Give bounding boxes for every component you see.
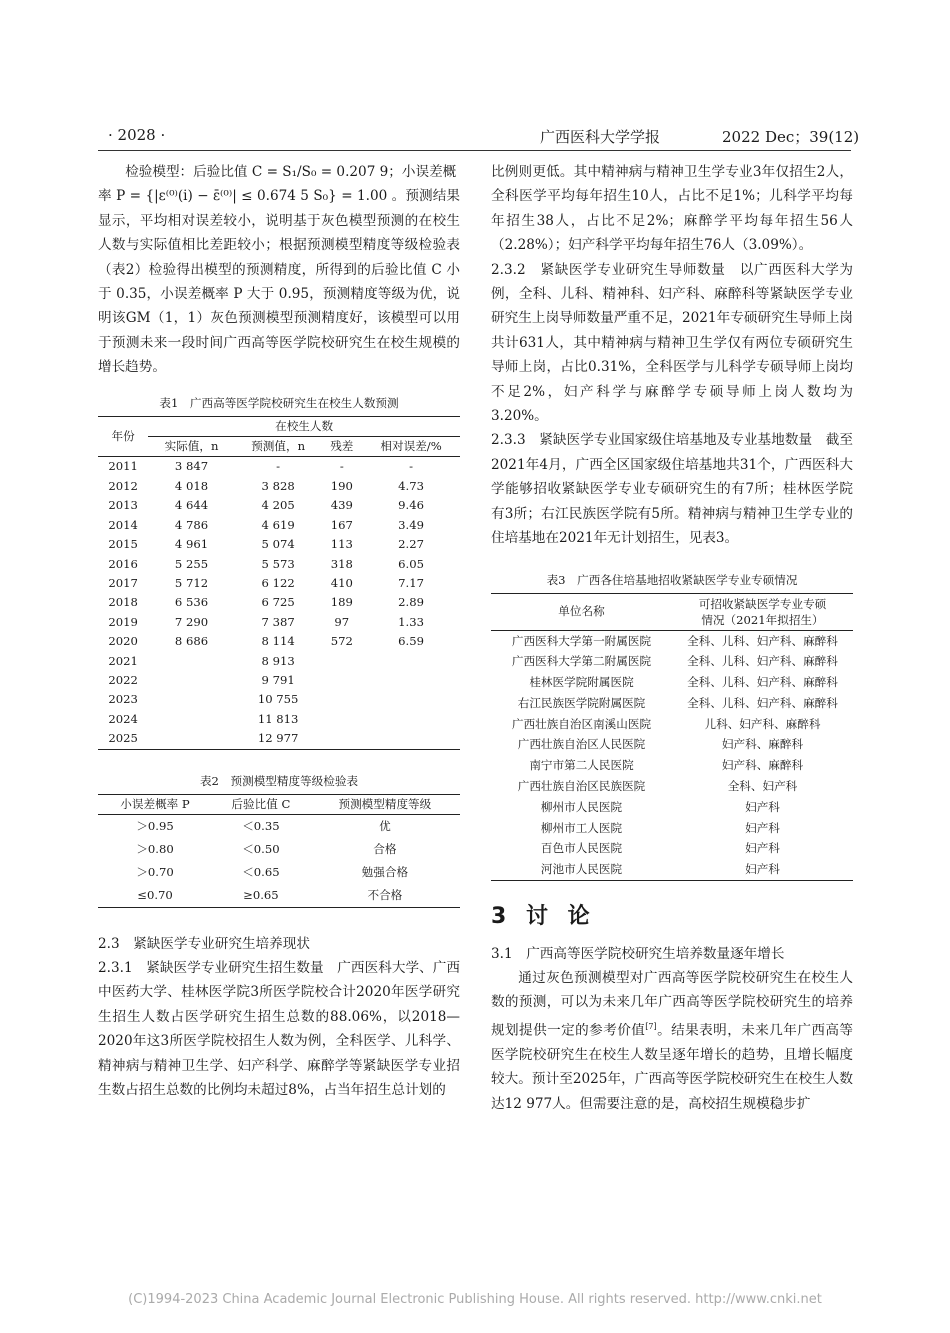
table-cell: 2020 xyxy=(108,634,138,649)
table-cell: 优 xyxy=(379,818,391,833)
table-cell: 12 977 xyxy=(257,731,299,746)
paragraph-3-1: 通过灰色预测模型对广西高等医学院校研究生在校生人数的预测，可以为未来几年广西高等医学院校研究生的培养规划提供一定的参考价值[7]。结果表明，未来几年广西高等医学院校研究生在校生人数呈逐年增长的趋势，且增长幅度较大。预计至2025年，广西高等医学院校研究生在校生人数达12 977人。但需要注意的是，高校招生规模稳步扩 xyxy=(491,970,854,1112)
table-row xyxy=(98,652,460,671)
reference-7[interactable]: [7] xyxy=(645,1021,657,1031)
table-cell xyxy=(148,710,235,729)
table-cell: 全科、妇产科 xyxy=(727,779,798,794)
table-cell: 2023 xyxy=(108,692,138,707)
table-cell xyxy=(321,690,362,709)
section-2-3-3 xyxy=(491,428,853,550)
table-cell: 4 644 xyxy=(174,498,209,513)
formula-line-1: 检验模型：后验比值 C = S₁/S₀ = 0.207 9；小误差概 xyxy=(125,164,457,180)
left-column xyxy=(98,160,460,1102)
table-cell: 2018 xyxy=(108,595,138,610)
table-cell: 百色市人民医院 xyxy=(540,841,623,856)
section-2-3-1 xyxy=(98,956,460,1102)
table-cell: 5 074 xyxy=(261,537,295,552)
table-cell: 广西壮族自治区南溪山医院 xyxy=(511,716,652,731)
table-cell: 2015 xyxy=(108,537,138,552)
table-cell: 167 xyxy=(330,517,353,532)
table-cell: - xyxy=(339,459,344,474)
table-cell: 全科、儿科、妇产科、麻醉科 xyxy=(687,654,838,669)
table-cell: 3 847 xyxy=(174,459,209,474)
table-cell: 97 xyxy=(334,614,350,629)
table-row xyxy=(491,630,853,651)
table-cell: 6 536 xyxy=(174,595,209,610)
table-cell: 勉强合格 xyxy=(361,864,409,879)
heading-2-3-1: 2.3.1 紧缺医学专业研究生招生数量 xyxy=(98,959,324,976)
table-cell: 318 xyxy=(330,556,353,571)
table-cell: 7 387 xyxy=(261,614,295,629)
table-cell xyxy=(362,710,460,729)
table-cell: 全科、儿科、妇产科、麻醉科 xyxy=(687,675,838,690)
table-cell: 2017 xyxy=(108,575,138,590)
table-cell: 妇产科 xyxy=(745,820,780,835)
table-cell: 6.59 xyxy=(398,634,424,649)
table-cell: 4 018 xyxy=(174,478,209,493)
table-row xyxy=(98,814,460,838)
table-cell: 2.89 xyxy=(398,595,424,610)
journal-issue: 2022 Dec；39(12) xyxy=(722,128,860,146)
table-cell: 右江民族医学院附属医院 xyxy=(517,695,646,710)
table1 xyxy=(98,416,460,750)
table-cell: 8 686 xyxy=(174,634,209,649)
heading-2-3-3: 2.3.3 紧缺医学专业国家级住培基地及专业基地数量 xyxy=(491,432,813,449)
table-row xyxy=(491,859,853,880)
table-cell: 6 122 xyxy=(261,575,295,590)
table-row xyxy=(98,861,460,884)
table3-col-status: 可招收紧缺医学专业专硕 情况（2021年拟招生） xyxy=(698,596,827,627)
table-row xyxy=(491,714,853,735)
table-cell: 全科、儿科、妇产科、麻醉科 xyxy=(687,695,838,710)
table1-col-header: 相对误差/% xyxy=(380,439,442,454)
table-cell: ≤0.70 xyxy=(137,887,173,902)
table-cell: 6 725 xyxy=(261,595,295,610)
table-row xyxy=(491,672,853,693)
heading-3-1: 3.1 广西高等医学院校研究生培养数量逐年增长 xyxy=(491,946,785,963)
copyright-footer: (C)1994-2023 China Academic Journal Electronic Publishing House. All rights reserved. http://www.cnki.net xyxy=(128,1292,822,1307)
table-cell: 妇产科、麻醉科 xyxy=(721,758,804,773)
table-cell: 2025 xyxy=(108,731,138,746)
table-cell: 4.73 xyxy=(398,478,424,493)
table-cell: 2024 xyxy=(108,711,138,726)
table-cell: 7 290 xyxy=(174,614,209,629)
table-cell xyxy=(321,671,362,690)
table-cell: ＜0.50 xyxy=(242,841,280,856)
table-row xyxy=(98,838,460,861)
table-cell: 410 xyxy=(330,575,353,590)
table-cell: 1.33 xyxy=(398,614,424,629)
table-cell: 河池市人民医院 xyxy=(540,862,623,877)
table-cell: 190 xyxy=(330,478,353,493)
table-cell: 柳州市人民医院 xyxy=(540,799,623,814)
right-column xyxy=(491,160,853,1116)
table-row xyxy=(491,693,853,714)
table-cell: 5 712 xyxy=(174,575,209,590)
table-row xyxy=(491,755,853,776)
table-row xyxy=(98,884,460,908)
table-cell: 合格 xyxy=(373,841,397,856)
table-cell: 广西壮族自治区民族医院 xyxy=(517,779,646,794)
table-cell: 8 913 xyxy=(261,653,295,668)
table-cell: ＜0.65 xyxy=(242,864,280,879)
table-row xyxy=(491,651,853,672)
table-cell: 2014 xyxy=(108,517,138,532)
table-cell: 2.27 xyxy=(398,537,424,552)
table-cell: 5 255 xyxy=(174,556,209,571)
table-cell: 9.46 xyxy=(398,498,424,513)
table-cell: 8 114 xyxy=(261,634,295,649)
table-cell: 全科、儿科、妇产科、麻醉科 xyxy=(687,633,838,648)
table-cell: 儿科、妇产科、麻醉科 xyxy=(704,716,821,731)
table-cell: 不合格 xyxy=(367,887,403,902)
table-cell: 广西医科大学第一附属医院 xyxy=(511,633,652,648)
table-row xyxy=(98,690,460,709)
table-row xyxy=(491,797,853,818)
table-cell: 广西壮族自治区人民医院 xyxy=(517,737,646,752)
table-cell xyxy=(362,652,460,671)
table-row xyxy=(98,555,460,574)
table-cell: 189 xyxy=(330,595,353,610)
table-cell xyxy=(148,729,235,749)
table-row xyxy=(98,710,460,729)
table1-col-year: 年份 xyxy=(98,416,148,457)
paragraph-2-3-2: 以广西医科大学为例，全科、儿科、精神科、妇产科、麻醉科等紧缺医学专业研究生上岗导师数量严重不足，2021年专硕研究生导师上岗共计631人，其中精神病与精神卫生学仅有两位专硕研究生导师上岗，占比0.31%，全科医学与儿科学专硕导师上岗均不足2%，妇产科学与麻醉学专硕导师上岗人数均为3.20%。 xyxy=(491,261,854,425)
table-cell: 7.17 xyxy=(398,575,424,590)
table-row xyxy=(98,593,460,612)
table-row xyxy=(491,734,853,755)
table1-col-header: 预测值，n xyxy=(251,439,306,454)
table-cell: 439 xyxy=(330,498,353,513)
table-row xyxy=(491,838,853,859)
table-cell xyxy=(321,710,362,729)
page-number: · 2028 · xyxy=(108,126,166,144)
table-cell xyxy=(321,729,362,749)
table-cell: 6.05 xyxy=(398,556,424,571)
paragraph-continued: 比例则更低。其中精神病与精神卫生学专业3年仅招生2人，全科医学平均每年招生10人，占比不足1%；儿科学平均每年招生38人，占比不足2%；麻醉学平均每年招生56人（2.28%）；妇产科学平均每年招生76人（3.09%）。 xyxy=(491,164,853,254)
table-cell: 4 619 xyxy=(261,517,295,532)
table-cell xyxy=(362,671,460,690)
heading-2-3: 2.3 紧缺医学专业研究生培养现状 xyxy=(98,935,310,952)
table1-col-header: 残差 xyxy=(330,439,354,454)
table-cell: 桂林医学院附属医院 xyxy=(529,675,634,690)
table-cell: 10 755 xyxy=(257,692,299,707)
table2 xyxy=(98,794,460,908)
results-paragraph: 率 P = {|ε⁽⁰⁾(i) − ε̄⁽⁰⁾| ≤ 0.674 5 S₀} = 1.00 。预测结果显示，平均相对误差较小，说明基于灰色模型预测的在校生人数与实际值相比差距较小；根据预测模型精度等级检验表（表2）检验得出模型的预测精度，所得到的后验比值 C 小于 0.35，小误差概率 P 大于 0.95，预测精度等级为优，说明该GM（1，1）灰色预测模型预测精度好，该模型可以用于预测未来一段时间广西高等医学院校研究生在校生规模的增长趋势。 xyxy=(98,188,460,376)
table-row xyxy=(98,574,460,593)
table-cell: 2012 xyxy=(108,478,138,493)
table-cell: 妇产科 xyxy=(745,841,780,856)
table2-col-header: 预测模型精度等级 xyxy=(338,796,432,811)
table-cell: 2016 xyxy=(108,556,138,571)
table-cell: 2022 xyxy=(108,672,138,687)
table-cell xyxy=(362,690,460,709)
table-cell xyxy=(362,729,460,749)
table-cell: 4 786 xyxy=(174,517,209,532)
table-cell: - xyxy=(276,459,281,474)
table-cell: 11 813 xyxy=(257,711,299,726)
section-3-title: 3 讨 论 xyxy=(491,904,596,930)
table-cell: 4 205 xyxy=(261,498,295,513)
table-cell: ＞0.70 xyxy=(136,864,174,879)
table-cell xyxy=(321,652,362,671)
table-row xyxy=(491,776,853,797)
table-cell xyxy=(148,671,235,690)
table3-col-unit: 单位名称 xyxy=(558,603,605,618)
section-2-3-2 xyxy=(491,258,853,429)
table-cell: ＞0.80 xyxy=(136,841,174,856)
table-row xyxy=(98,613,460,632)
table-cell: 3 828 xyxy=(261,478,295,493)
table-row xyxy=(98,729,460,749)
table-cell: 2019 xyxy=(108,614,138,629)
table-cell: 2013 xyxy=(108,498,138,513)
table-row xyxy=(98,516,460,535)
table-row xyxy=(98,671,460,690)
heading-2-3-2: 2.3.2 紧缺医学专业研究生导师数量 xyxy=(491,261,726,278)
journal-name: 广西医科大学学报 xyxy=(540,128,661,146)
paragraph-2-3-3: 截至2021年4月，广西全区国家级住培基地共31个，广西医科大学能够招收紧缺医学专业专硕研究生的有7所；桂林医学院有3所；右江民族医学院有5所。精神病与精神卫生学专业的住培基地在2021年无计划招生，见表3。 xyxy=(491,432,854,547)
table-cell: ＞0.95 xyxy=(136,818,174,833)
table-cell: 广西医科大学第二附属医院 xyxy=(511,654,652,669)
table-cell: 3.49 xyxy=(398,517,424,532)
table-row xyxy=(98,632,460,651)
header-rule xyxy=(98,150,851,151)
table-cell xyxy=(148,652,235,671)
table-row xyxy=(98,535,460,554)
table-cell: 2021 xyxy=(108,653,138,668)
table-cell: ＜0.35 xyxy=(242,818,280,833)
table2-col-header: 小误差概率 P xyxy=(120,796,190,811)
table-cell: 妇产科、麻醉科 xyxy=(721,737,804,752)
table-cell: - xyxy=(409,459,414,474)
table-row xyxy=(491,818,853,839)
table-row xyxy=(98,496,460,515)
table-cell: 572 xyxy=(330,634,353,649)
table-cell: 妇产科 xyxy=(745,862,780,877)
table1-caption: 表1 广西高等医学院校研究生在校生人数预测 xyxy=(159,395,399,410)
table-cell: 妇产科 xyxy=(745,799,780,814)
table-row xyxy=(98,477,460,496)
table-cell: 2011 xyxy=(108,459,138,474)
table-cell: 4 961 xyxy=(174,537,209,552)
table1-col-header: 实际值，n xyxy=(164,439,219,454)
table-cell: ≥0.65 xyxy=(243,887,279,902)
paragraph-2-3-1: 广西医科大学、广西中医药大学、桂林医学院3所医学院校合计2020年医学研究生招生人数占医学研究生招生总数的88.06%，以2018—2020年这3所医学院校招生人数为例，全科医学、儿科学、精神病与精神卫生学、妇产科学、麻醉学等紧缺医学专业招生数占招生总数的比例均未超过8%，占当年招生总计划的 xyxy=(98,959,461,1098)
table-cell: 9 791 xyxy=(261,672,295,687)
table2-col-header: 后验比值 C xyxy=(231,796,291,811)
table-cell xyxy=(148,690,235,709)
table-cell: 113 xyxy=(330,537,353,552)
table-cell: 柳州市工人医院 xyxy=(540,820,623,835)
table-row xyxy=(98,457,460,477)
table1-group-header: 在校生人数 xyxy=(148,416,460,436)
table-cell: 南宁市第二人民医院 xyxy=(529,758,634,773)
table3 xyxy=(491,593,853,882)
table-cell: 5 573 xyxy=(261,556,295,571)
table3-caption: 表3 广西各住培基地招收紧缺医学专业专硕情况 xyxy=(546,572,798,587)
table2-caption: 表2 预测模型精度等级检验表 xyxy=(199,773,359,788)
